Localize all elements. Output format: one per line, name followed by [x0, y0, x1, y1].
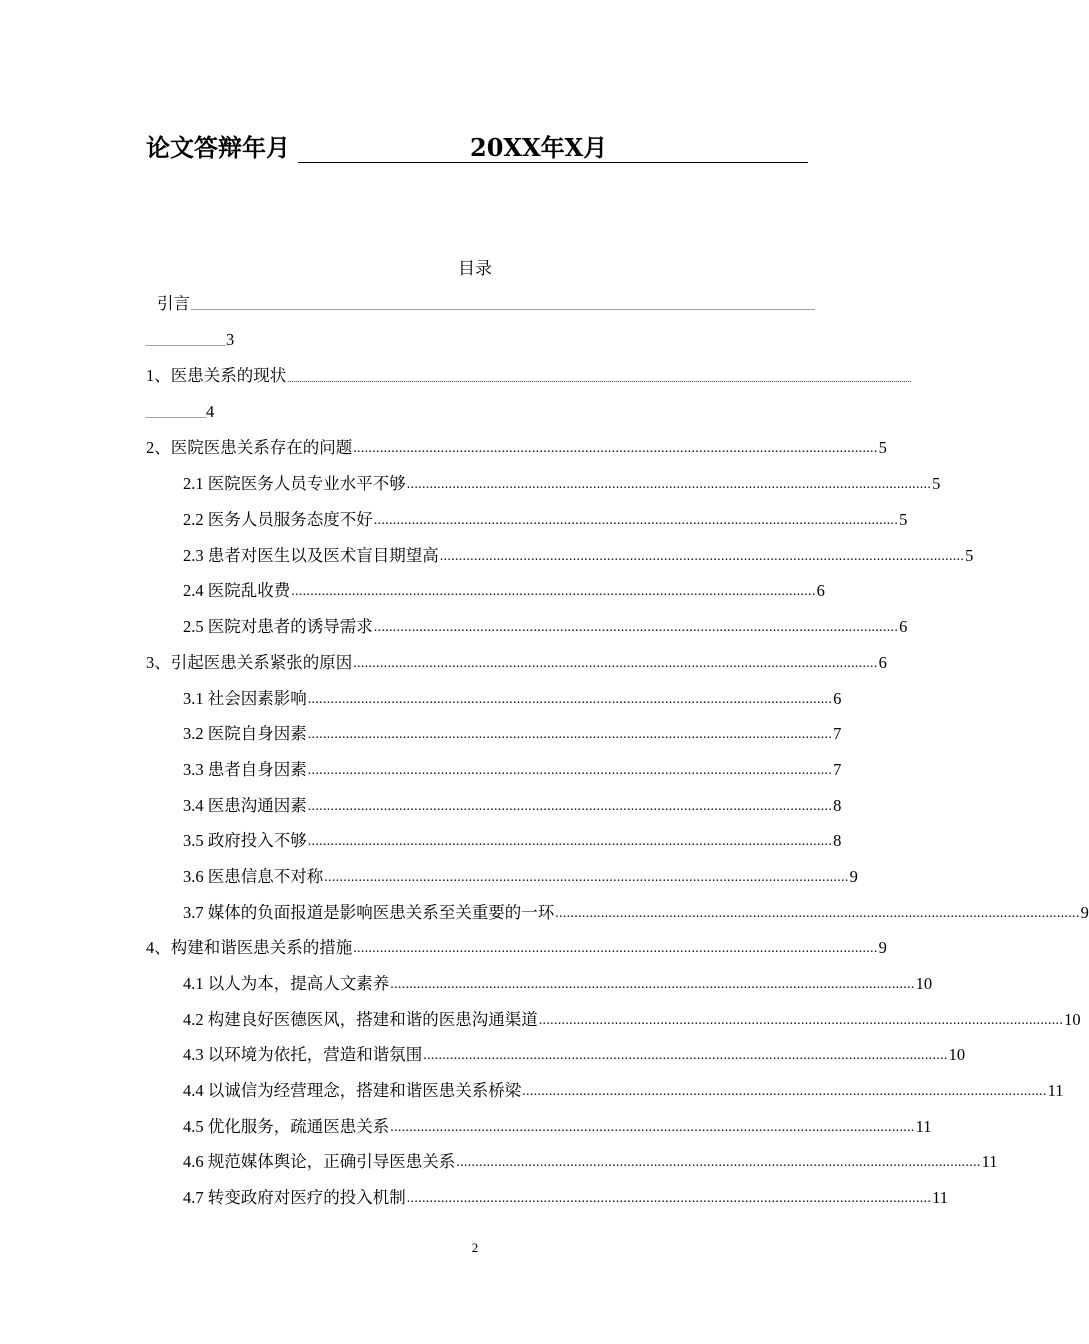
toc-entry-page: 7	[833, 760, 842, 779]
toc-entry-title: 4.4 以诚信为经营理念，搭建和谐医患关系桥梁	[183, 1081, 522, 1100]
toc-entry-page: 9	[878, 938, 887, 957]
toc-entry[interactable]	[183, 470, 941, 494]
toc-entry-title: 3.6 医患信息不对称	[183, 867, 324, 886]
toc-entry[interactable]	[183, 827, 842, 851]
toc-entry-page: 9	[1080, 903, 1089, 922]
toc-entry-page: 6	[816, 581, 825, 600]
toc-entry[interactable]	[183, 970, 933, 994]
toc-entry[interactable]	[146, 434, 887, 458]
toc-entry-title: 2.3 患者对医生以及医术盲目期望高	[183, 546, 439, 565]
toc-entry-title: 2.1 医院医务人员专业水平不够	[183, 474, 406, 493]
toc-entry-title: 4.3 以环境为依托，营造和谐氛围	[183, 1045, 423, 1064]
toc-entry[interactable]	[183, 542, 974, 566]
toc-leader-dots: ..........................................................................................................................................	[555, 906, 1080, 921]
toc-entry-page: 11	[981, 1152, 998, 1171]
toc-entry-page: 9	[849, 867, 858, 886]
toc-entry-page: 11	[915, 1117, 932, 1136]
toc-leader-dots: ..........................................................................................................................................	[406, 477, 932, 492]
toc-entry-title: 3.1 社会因素影响	[183, 689, 307, 708]
toc-entry[interactable]	[183, 1184, 949, 1208]
toc-entry[interactable]	[183, 1006, 1081, 1030]
toc-entry-page: 8	[833, 831, 842, 850]
toc-entry[interactable]	[183, 1077, 1064, 1101]
toc-entry[interactable]	[146, 362, 912, 386]
toc-entry[interactable]	[183, 1148, 998, 1172]
toc-leader-dots: ........................................................................................................................................................................................................................................................................................................................	[287, 375, 912, 384]
toc-entry[interactable]	[183, 577, 825, 601]
toc-entry-page: 5	[932, 474, 941, 493]
toc-entry-page: 6	[899, 617, 908, 636]
toc-entry-intro[interactable]	[157, 290, 814, 314]
toc-entry[interactable]	[146, 649, 887, 673]
defense-date-line	[146, 133, 808, 163]
toc-entry-page: 11	[932, 1188, 949, 1207]
toc-entry[interactable]	[183, 506, 908, 530]
toc-entry-page: 3	[226, 330, 235, 349]
toc-entry-title: 2.5 医院对患者的诱导需求	[183, 617, 373, 636]
toc-leader-dots: ..........................................................................................................................................	[353, 656, 878, 671]
toc-entry-title: 3.2 医院自身因素	[183, 724, 307, 743]
toc-entry[interactable]	[146, 934, 887, 958]
toc-entry[interactable]	[183, 899, 1089, 923]
toc-entry-title: 3.7 媒体的负面报道是影响医患关系至关重要的一环	[183, 903, 555, 922]
page-number: 2	[471, 1240, 479, 1255]
toc-entry-continuation	[146, 398, 214, 422]
defense-date-label: 论文答辩年月	[146, 133, 290, 162]
toc-title: 目录	[458, 259, 492, 279]
toc-leader-dots: ..............................	[146, 411, 206, 420]
toc-leader-dots: ..........................................................................................................................................	[291, 584, 816, 599]
toc-entry-title: 4.7 转变政府对医疗的投入机制	[183, 1188, 406, 1207]
toc-entry-title: 4.1 以人为本，提高人文素养	[183, 974, 390, 993]
toc-leader-dots: ..........................................................................................................................................	[307, 727, 833, 742]
toc-leader-dots: ..........................................................................................................................................	[538, 1013, 1064, 1028]
toc-entry[interactable]	[183, 792, 842, 816]
toc-leader-dots: ..........................................................................................................................................	[307, 692, 833, 707]
toc-entry-title: 2、医院医患关系存在的问题	[146, 438, 353, 457]
toc-entry-page: 10	[948, 1045, 966, 1064]
toc-leader-dots: ........................................................................................................................................................................................................................................................................................................................	[191, 303, 815, 312]
toc-leader-dots: ..........................................................................................................................................	[307, 834, 833, 849]
toc-leader-dots: ..........................................................................................................................................	[522, 1084, 1047, 1099]
toc-entry-title: 引言	[157, 294, 190, 313]
toc-leader-dots: ..........................................................................................................................................	[423, 1048, 948, 1063]
toc-leader-dots: ..........................................................................................................................................	[373, 513, 899, 528]
toc-entry-title: 1、医患关系的现状	[146, 366, 287, 385]
toc-leader-dots: ..........................................................................................................................................	[390, 977, 915, 992]
toc-entry-title: 3.3 患者自身因素	[183, 760, 307, 779]
toc-entry-intro-continuation	[146, 326, 234, 350]
toc-entry-page: 6	[833, 689, 842, 708]
toc-entry-page: 11	[1047, 1081, 1064, 1100]
toc-entry-title: 3.4 医患沟通因素	[183, 796, 307, 815]
toc-entry-page: 7	[833, 724, 842, 743]
toc-entry-title: 2.2 医务人员服务态度不好	[183, 510, 373, 529]
toc-leader-dots: ..........................................................................................................................................	[406, 1191, 932, 1206]
toc-entry-title: 4.5 优化服务，疏通医患关系	[183, 1117, 390, 1136]
toc-entry[interactable]	[183, 685, 842, 709]
defense-date-value: 20XX年X月	[470, 133, 608, 162]
toc-leader-dots: ..........................................................................................................................................	[324, 870, 849, 885]
toc-entry-title: 3.5 政府投入不够	[183, 831, 307, 850]
toc-entry-page: 4	[206, 402, 215, 421]
toc-entry-page: 10	[1064, 1010, 1081, 1029]
toc-entry[interactable]	[183, 720, 842, 744]
toc-entry-page: 5	[965, 546, 974, 565]
toc-leader-dots: ..........................................................................................................................................	[373, 620, 899, 635]
toc-entry[interactable]	[183, 613, 908, 637]
toc-leader-dots: ........................................	[146, 339, 226, 348]
toc-leader-dots: ..........................................................................................................................................	[456, 1155, 981, 1170]
toc-entry[interactable]	[183, 1113, 932, 1137]
toc-entry-title: 4.6 规范媒体舆论，正确引导医患关系	[183, 1152, 456, 1171]
toc-entry-title: 2.4 医院乱收费	[183, 581, 291, 600]
toc-entry[interactable]	[183, 1041, 966, 1065]
toc-leader-dots: ..........................................................................................................................................	[353, 941, 878, 956]
toc-leader-dots: ..........................................................................................................................................	[439, 549, 965, 564]
toc-entry-page: 5	[899, 510, 908, 529]
toc-entry[interactable]	[183, 863, 858, 887]
toc-leader-dots: ..........................................................................................................................................	[307, 763, 833, 778]
toc-entry-page: 5	[878, 438, 887, 457]
toc-entry-page: 8	[833, 796, 842, 815]
toc-entry-title: 3、引起医患关系紧张的原因	[146, 653, 353, 672]
toc-entry[interactable]	[183, 756, 842, 780]
toc-entry-title: 4.2 构建良好医德医风，搭建和谐的医患沟通渠道	[183, 1010, 538, 1029]
toc-entry-page: 6	[878, 653, 887, 672]
toc-leader-dots: ..........................................................................................................................................	[353, 441, 878, 456]
toc-entry-page: 10	[915, 974, 933, 993]
toc-entry-title: 4、构建和谐医患关系的措施	[146, 938, 353, 957]
toc-leader-dots: ..........................................................................................................................................	[390, 1120, 915, 1135]
toc-leader-dots: ..........................................................................................................................................	[307, 799, 833, 814]
